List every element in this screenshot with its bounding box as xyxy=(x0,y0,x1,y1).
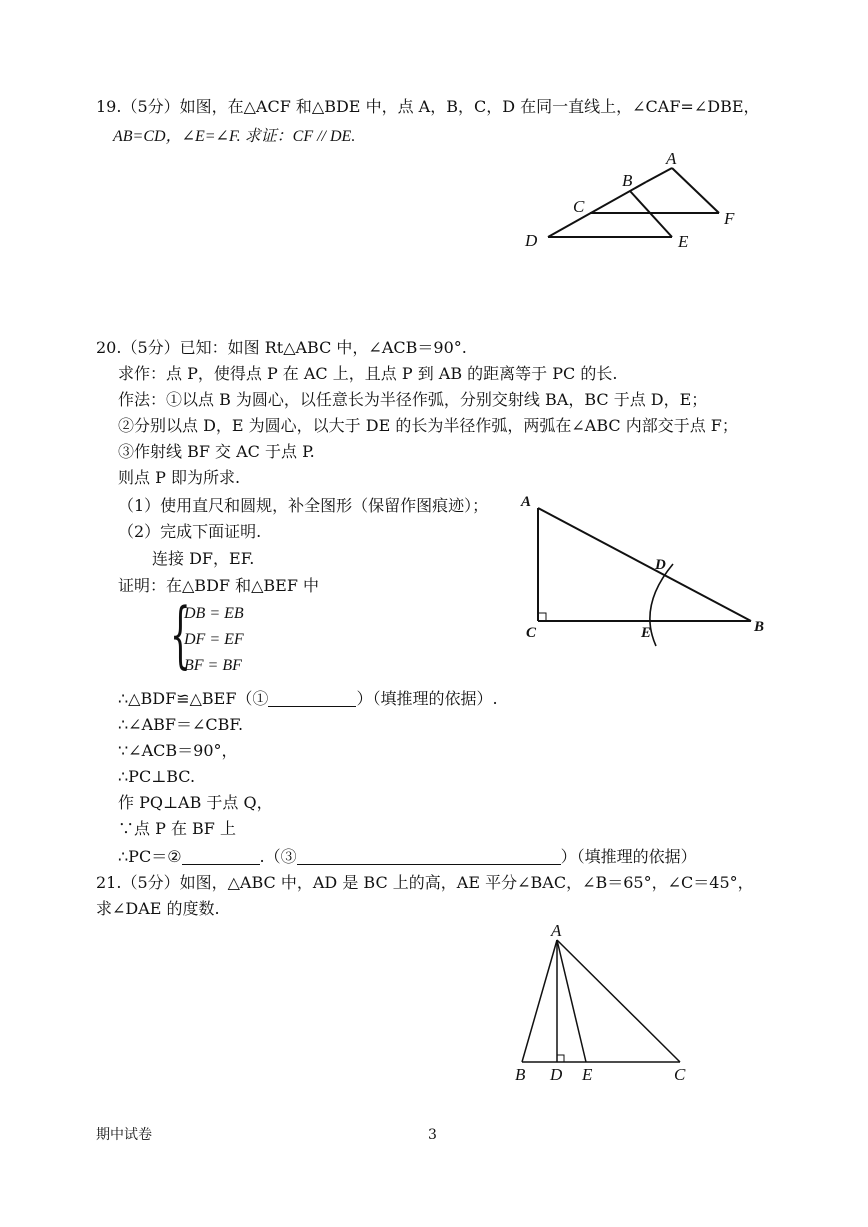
q19-line-2: AB=CD，∠E=∠F. 求证：CF // DE. xyxy=(113,128,356,145)
q20-line-3: 作法：①以点 B 为圆心，以任意长为半径作弧，分别交射线 BA，BC 于点 D，E； xyxy=(118,390,708,409)
q20-line-17-tail: ）（填推理的依据） xyxy=(560,847,697,866)
q20-label-A: A xyxy=(521,494,532,510)
q20-label-D: D xyxy=(655,557,666,573)
q20-system-eq-1: DB = EB xyxy=(184,605,244,622)
q20-line-11-tail: ）（填推理的依据）. xyxy=(356,689,498,708)
q20-line-2: 求作：点 P，使得点 P 在 AC 上，且点 P 到 AB 的距离等于 PC 的长. xyxy=(118,364,618,383)
q20-line-5: ③作射线 BF 交 AC 于点 P. xyxy=(118,442,315,461)
q20-line-13: ∵∠ACB＝90°， xyxy=(118,741,238,760)
q21-label-B: B xyxy=(515,1065,526,1084)
q20-line-4: ②分别以点 D，E 为圆心，以大于 DE 的长为半径作弧，两弧在∠ABC 内部交于点 F； xyxy=(118,416,738,435)
q20-label-E: E xyxy=(641,625,652,641)
q20-line-16: ∵点 P 在 BF 上 xyxy=(118,819,236,838)
q19-label-F: F xyxy=(724,209,735,228)
q21-line-2: 求∠DAE 的度数. xyxy=(96,899,220,918)
q21-right-angle-mark xyxy=(557,1055,564,1062)
q21-label-A: A xyxy=(551,921,562,940)
q21-line-AC xyxy=(557,940,680,1062)
q20-line-9: 连接 DF，EF. xyxy=(152,549,255,568)
footer-exam-name: 期中试卷 xyxy=(96,1127,152,1143)
q19-label-E: E xyxy=(678,232,689,251)
q20-line-11-text: ∴△BDF≌△BEF（① xyxy=(118,689,269,708)
q21-label-D: D xyxy=(550,1065,563,1084)
q20-label-C: C xyxy=(526,625,537,641)
q20-system-brace: { xyxy=(170,592,191,676)
q20-line-17-text: ∴PC＝② xyxy=(118,847,182,866)
q20-line-8: （2）完成下面证明. xyxy=(118,522,262,541)
q20-line-6: 则点 P 即为所求. xyxy=(118,468,241,487)
q19-line-1: 19.（5分）如图，在△ACF 和△BDE 中，点 A，B，C，D 在同一直线上，∠CAF=∠DBE， xyxy=(96,97,760,116)
q20-line-15: 作 PQ⊥AB 于点 Q， xyxy=(118,793,273,812)
q21-line-1: 21.（5分）如图，△ABC 中，AD 是 BC 上的高，AE 平分∠BAC，∠B＝65°，∠C＝45°， xyxy=(96,873,754,892)
q20-line-7: （1）使用直尺和圆规，补全图形（保留作图痕迹）； xyxy=(118,496,489,515)
q20-line-10: 证明：在△BDF 和△BEF 中 xyxy=(118,576,320,595)
q19-label-C: C xyxy=(573,197,585,216)
q21-label-E: E xyxy=(582,1065,593,1084)
q20-line-1: 20.（5分）已知：如图 Rt△ABC 中，∠ACB＝90°. xyxy=(96,338,467,357)
q19-label-A: A xyxy=(666,149,677,168)
q20-line-12: ∴∠ABF＝∠CBF. xyxy=(118,715,244,734)
q21-line-AE xyxy=(557,940,586,1062)
q19-label-D: D xyxy=(525,231,538,250)
q20-system-eq-2: DF = EF xyxy=(184,631,244,648)
footer-page-number: 3 xyxy=(428,1127,437,1143)
q20-line-17-mid: .（③ xyxy=(259,847,297,866)
q20-label-B: B xyxy=(754,619,765,635)
q19-label-B: B xyxy=(622,171,633,190)
q20-line-14: ∴PC⊥BC. xyxy=(118,767,196,786)
q21-line-AB xyxy=(522,940,557,1062)
q20-system-eq-3: BF = BF xyxy=(184,657,242,674)
q21-label-C: C xyxy=(674,1065,686,1084)
